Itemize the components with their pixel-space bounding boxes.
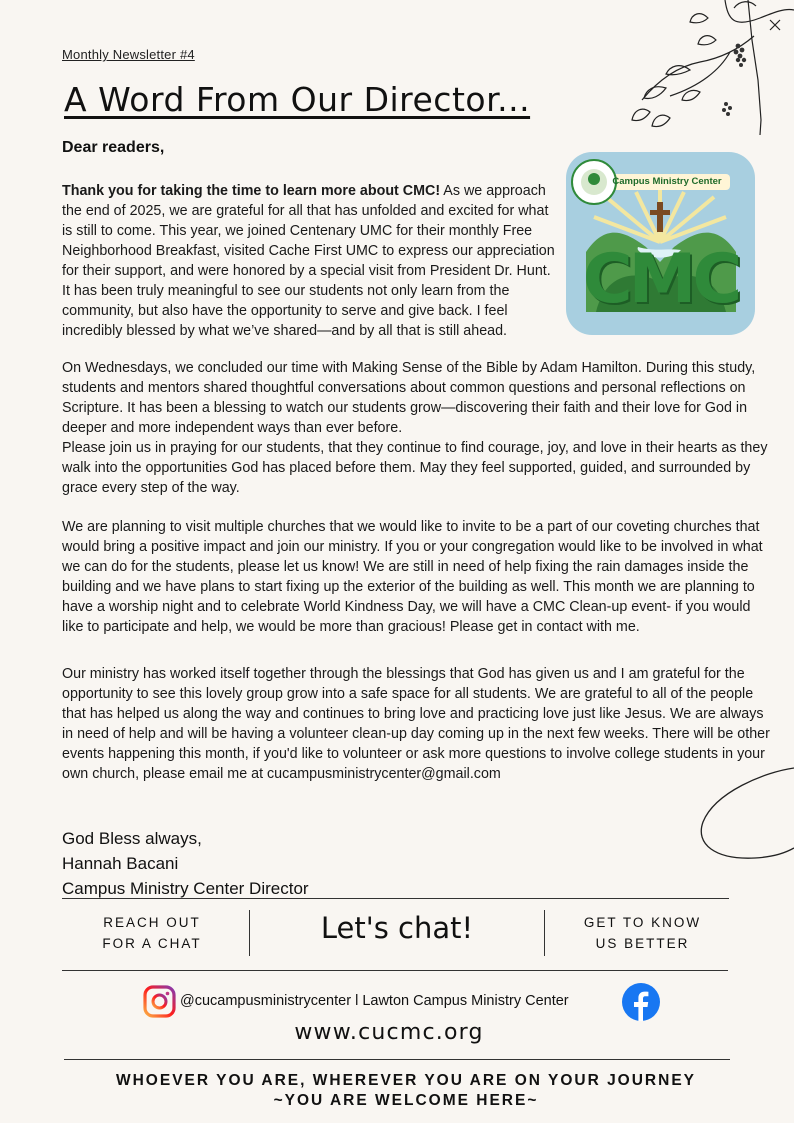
intro-body: As we approach the end of 2025, we are grateful for all that has unfolded and excited for what is still to come. This year, we joined Centenary UMC for their monthly Free Neighborhood Breakfast, visited Cache First UMC to express our appreciation for their support, and were honored by a special visit from President Dr. Hunt. It has been truly meaningful to see our students not only learn from the community, but also have the opportunity to serve and give back. I feel incredibly blessed by what we’ve shared—and by all that is still ahead. xyxy=(62,183,555,339)
logo-letters: CMC xyxy=(582,240,739,319)
intro-lead: Thank you for taking the time to learn more about CMC! xyxy=(62,183,441,199)
ministry-paragraph: Our ministry has worked itself together through the blessings that God has given us and I am grateful for the opportunity to see this lovely group grow into a safe space for all students. We are grateful to all of the people that has helped us along the way and continues to bring love and practicing love just like Jesus. We are always in need of help and will be having a volunteer clean-up day coming up in the next few weeks. There will be other events happening this month, if you'd like to volunteer or ask more questions to involve college students in your own church, please email me at cucampusministrycenter@gmail.com xyxy=(62,666,770,782)
author-role: Campus Ministry Center Director xyxy=(62,879,309,898)
divider-right xyxy=(544,910,545,956)
newsletter-kicker: Monthly Newsletter #4 xyxy=(62,47,195,62)
study-paragraph xyxy=(62,358,774,498)
reach-out-label xyxy=(82,912,222,954)
closing: God Bless always, xyxy=(62,829,202,848)
intro-paragraph xyxy=(62,181,562,341)
footer-motto xyxy=(0,1071,794,1111)
vine-decoration xyxy=(630,0,794,135)
divider-middle xyxy=(62,970,728,971)
signoff xyxy=(62,826,309,901)
divider-left xyxy=(249,910,250,956)
facebook-icon[interactable] xyxy=(622,983,660,1021)
know-line-2: US BETTER xyxy=(595,936,690,951)
instagram-icon[interactable] xyxy=(143,985,176,1018)
cmc-logo xyxy=(566,152,755,335)
oval-decoration xyxy=(695,762,794,862)
study-text: On Wednesdays, we concluded our time with Making Sense of the Bible by Adam Hamilton. During this study, students and mentors shared thoughtful conversations about common questions and personal reflections on Scripture. It has been a blessing to watch our students grow—discovering their faith and their love for God in deeper and more independent ways than ever before. xyxy=(62,360,756,436)
churches-paragraph: We are planning to visit multiple churches that we would like to invite to be a part of our coveting churches that would bring a positive impact and join our ministry. If you or your congregation would like to be involved in what we can do for the students, please let us know! We are still in need of help fixing the rain damages inside the building and we have plans to start fixing up the exterior of the building as well. This month we are planning to have a worship night and to celebrate World Kindness Day, we will have a CMC Clean-up event- if you would like to participate and help, we would be more than gracious! Please get in contact with me. xyxy=(62,519,763,635)
motto-line-1: WHOEVER YOU ARE, WHEREVER YOU ARE ON YOUR JOURNEY xyxy=(115,1072,696,1089)
get-to-know-label xyxy=(570,912,715,954)
page-title: A Word From Our Director... xyxy=(64,80,531,119)
motto-line-2: ~YOU ARE WELCOME HERE~ xyxy=(273,1092,539,1109)
logo-banner-text: Campus Ministry Center xyxy=(612,176,722,187)
divider-bottom xyxy=(64,1059,730,1060)
lets-chat-heading: Let's chat! xyxy=(320,911,474,945)
social-handles[interactable]: @cucampusministrycenter l Lawton Campus Ministry Center xyxy=(180,993,569,1009)
greeting: Dear readers, xyxy=(62,139,165,156)
know-line-1: GET TO KNOW xyxy=(583,915,702,930)
reach-line-1: REACH OUT xyxy=(103,915,201,930)
prayer-text: Please join us in praying for our students, that they continue to find courage, joy, and love in their hearts as they walk into the opportunities God has placed before them. May they feel supported, guided, and surrounded by grace every step of the way. xyxy=(62,440,768,496)
website-link[interactable]: www.cucmc.org xyxy=(294,1020,484,1045)
divider-top xyxy=(62,898,729,899)
author-name: Hannah Bacani xyxy=(62,854,179,873)
reach-line-2: FOR A CHAT xyxy=(102,936,202,951)
